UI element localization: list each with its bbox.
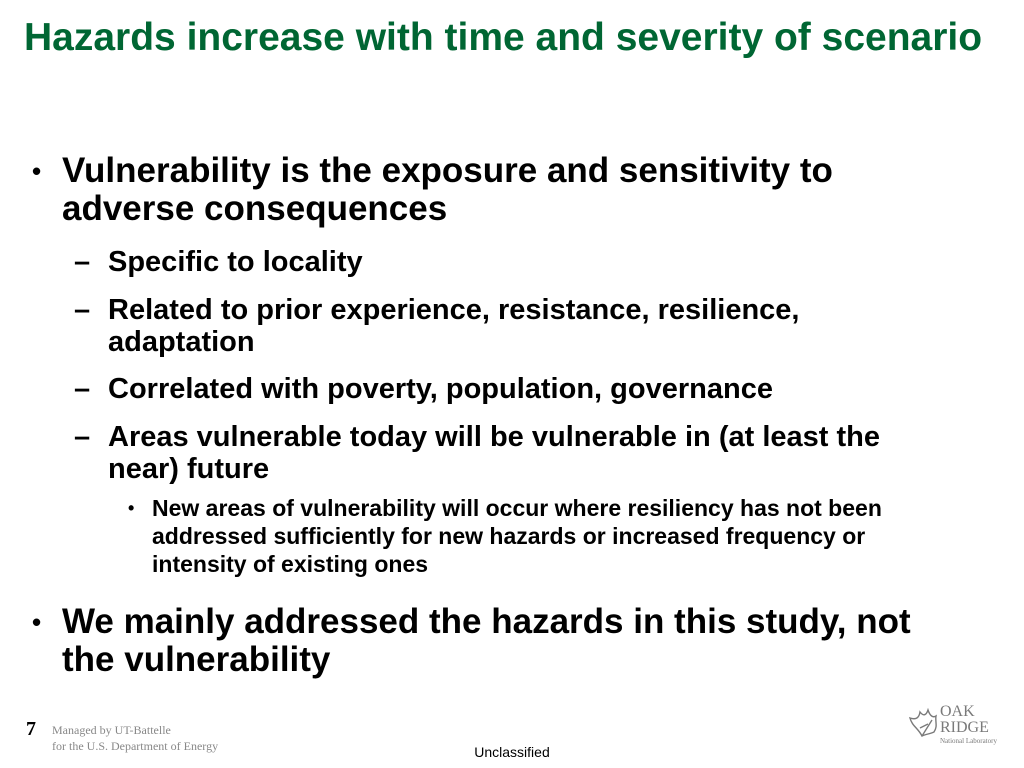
dash-icon: – bbox=[74, 373, 91, 405]
dash-icon: – bbox=[74, 246, 91, 278]
bullet-text: New areas of vulnerability will occur where resiliency has not been addressed sufficiently for new hazards or increased frequency or intensity of existing ones bbox=[152, 495, 882, 577]
dash-icon: – bbox=[74, 294, 91, 326]
leaf-icon bbox=[910, 710, 936, 736]
dash-icon: – bbox=[74, 421, 91, 453]
bullet-text: Correlated with poverty, population, governance bbox=[108, 373, 773, 405]
bullet-level2-poverty bbox=[74, 373, 948, 405]
bullet-level3-new-areas bbox=[128, 494, 952, 578]
bullet-level1-vulnerability bbox=[32, 151, 962, 228]
bullet-text: Areas vulnerable today will be vulnerable in (at least the near) future bbox=[108, 421, 880, 485]
bullet-icon: • bbox=[128, 498, 135, 518]
logo-text-oak: OAK bbox=[940, 703, 975, 720]
bullet-icon: • bbox=[32, 607, 42, 637]
managed-line-1: Managed by UT-Battelle bbox=[52, 723, 171, 737]
logo-text-ridge: RIDGE bbox=[940, 719, 989, 736]
bullet-level2-prior-experience bbox=[74, 294, 948, 358]
bullet-text: We mainly addressed the hazards in this study, not the vulnerability bbox=[62, 602, 911, 679]
logo-text-lab: National Laboratory bbox=[940, 737, 997, 745]
oak-ridge-logo bbox=[908, 698, 1008, 748]
bullet-level2-locality bbox=[74, 246, 948, 278]
managed-line-2: for the U.S. Department of Energy bbox=[52, 739, 219, 753]
bullet-text: Vulnerability is the exposure and sensitivity to adverse consequences bbox=[62, 151, 833, 228]
page-number: 7 bbox=[26, 718, 36, 740]
slide-title: Hazards increase with time and severity of scenario bbox=[24, 16, 983, 59]
bullet-text: Related to prior experience, resistance, resilience, adaptation bbox=[108, 294, 800, 358]
bullet-level2-areas-today bbox=[74, 421, 948, 485]
bullet-level1-hazards bbox=[32, 602, 962, 679]
bullet-icon: • bbox=[32, 156, 42, 186]
classification-label: Unclassified bbox=[474, 744, 550, 760]
bullet-text: Specific to locality bbox=[108, 246, 363, 278]
